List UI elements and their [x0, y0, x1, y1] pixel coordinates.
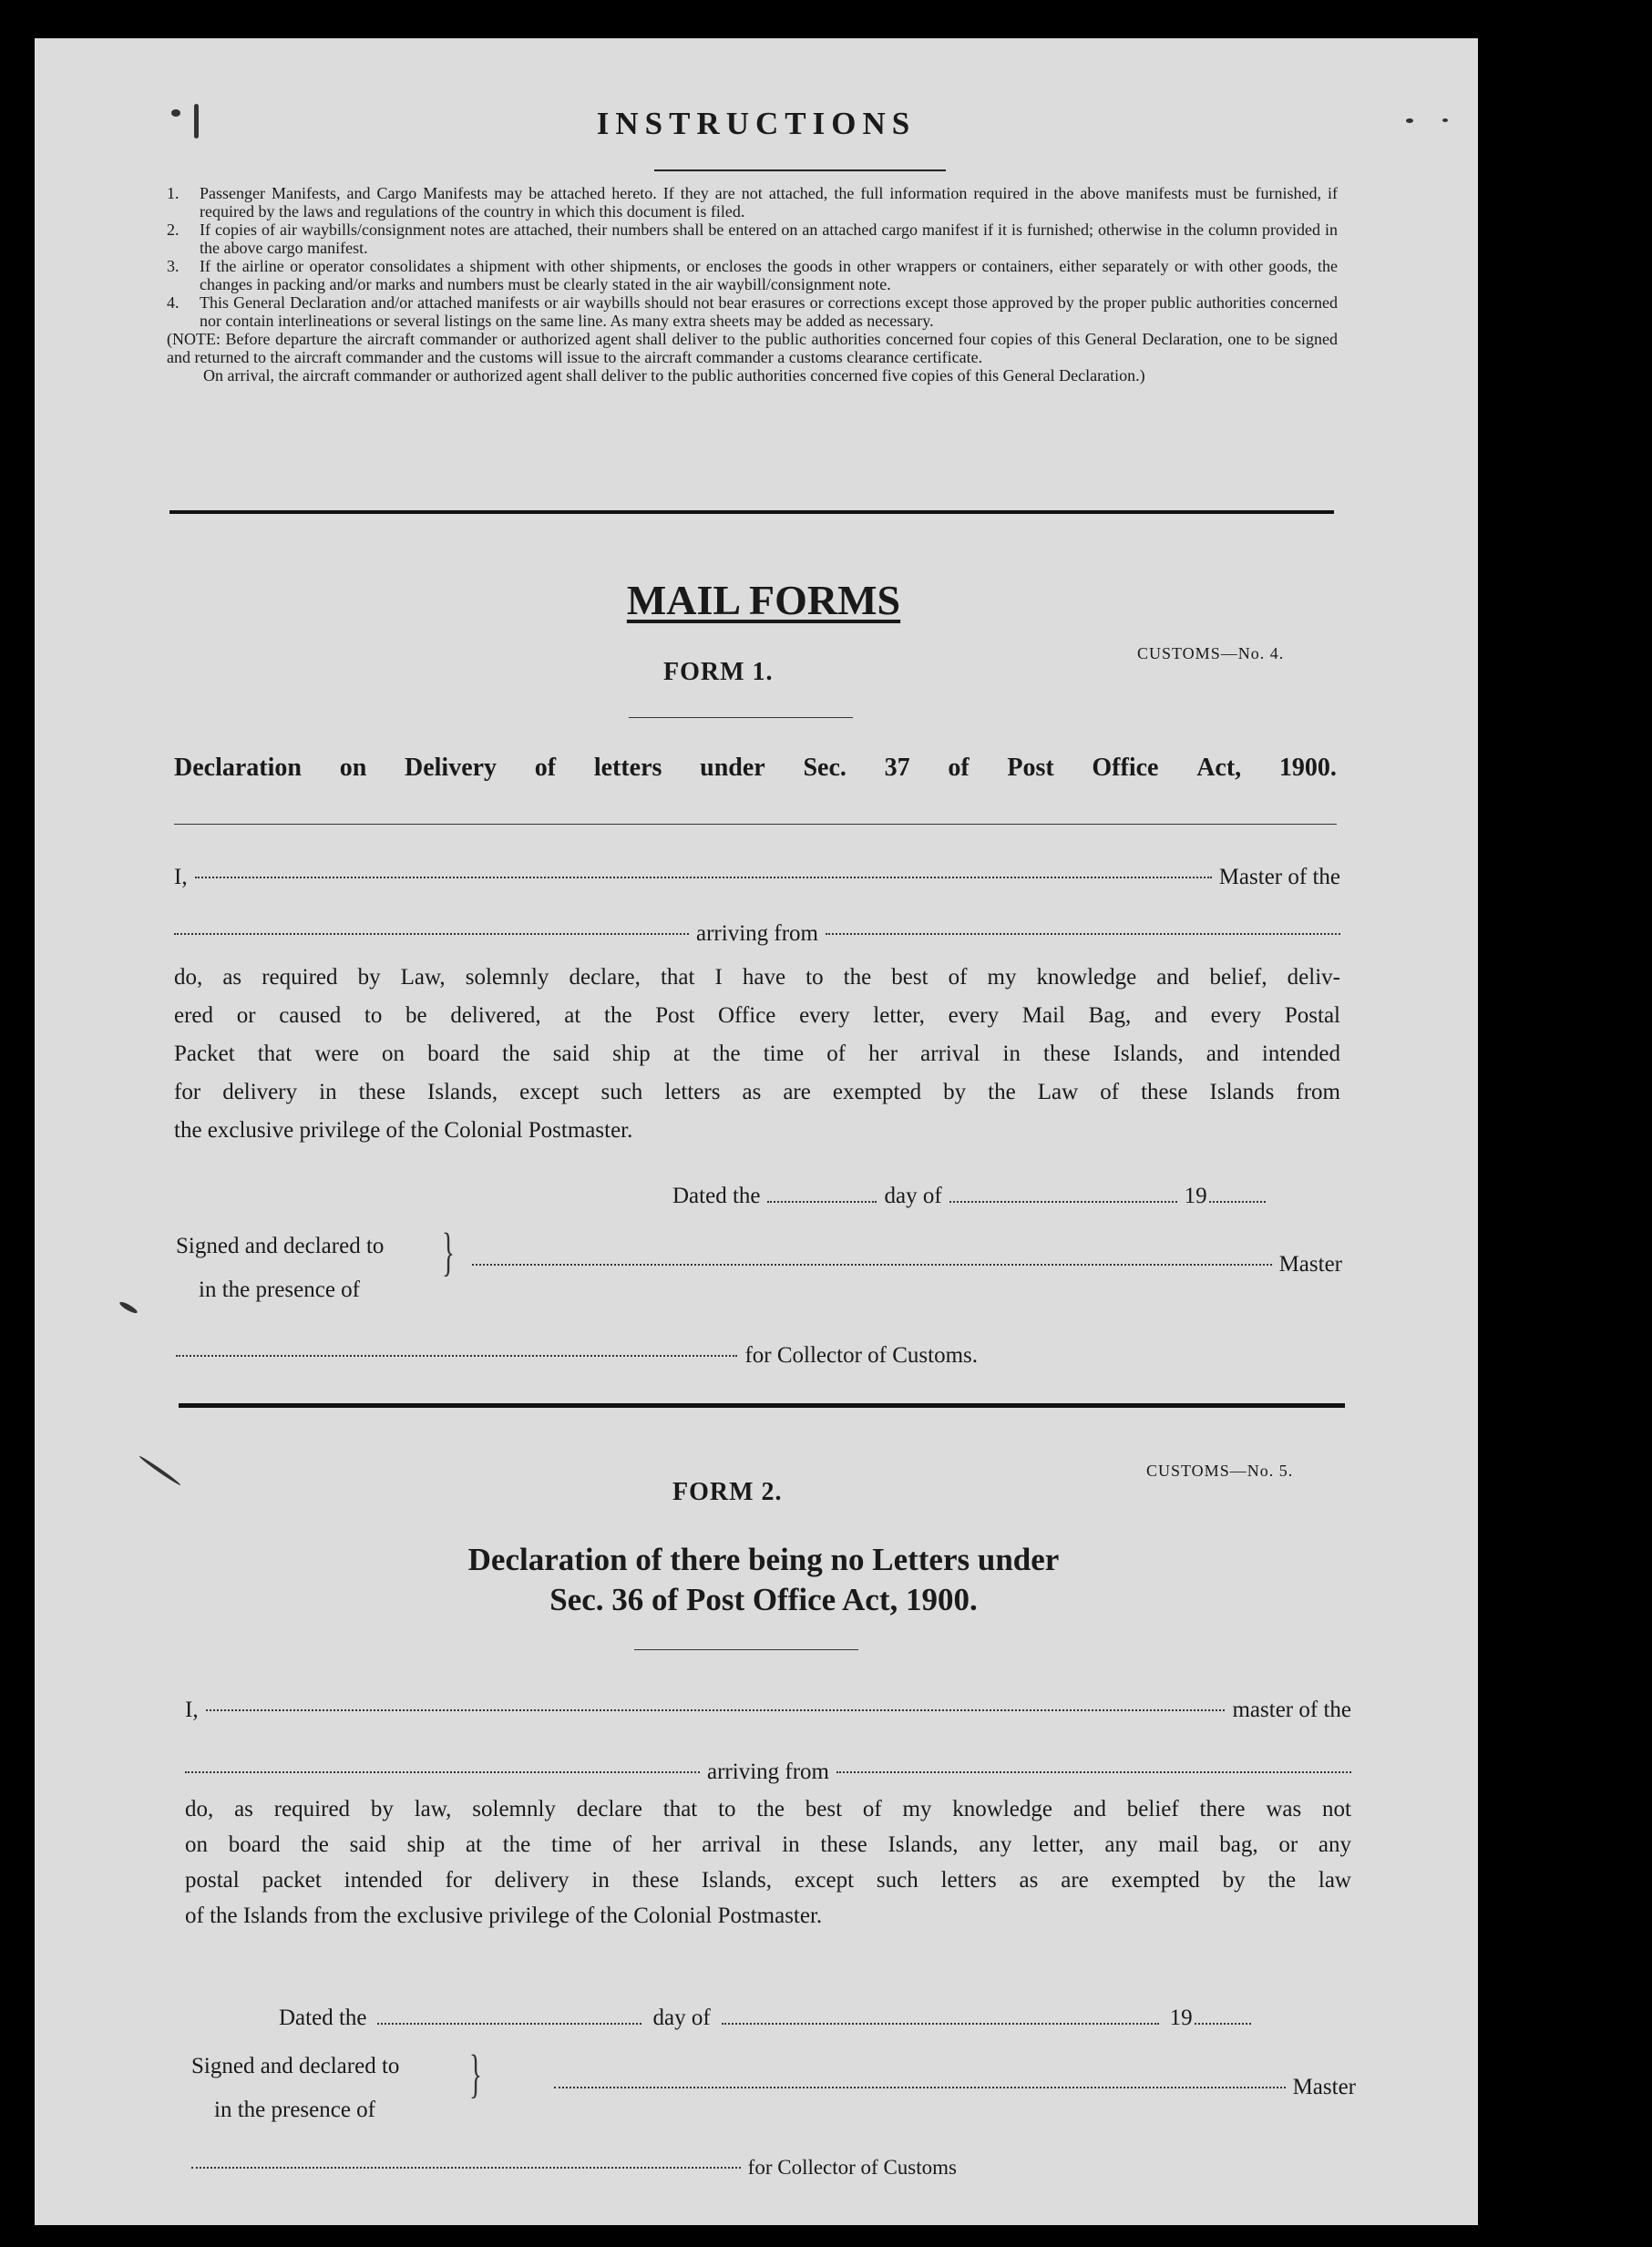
- instruction-note: (NOTE: Before departure the aircraft commander or authorized agent shall deliver to the public authorities concerned four copies of this General Declaration, one to be signed and returned to the aircraft commander and the customs will issue to the aircraft commander a customs clearance certificate.: [167, 330, 1338, 366]
- form2-declaration-heading: Declaration of there being no Letters under Sec. 36 of Post Office Act, 1900.: [467, 1542, 1060, 1617]
- instruction-item: 1. Passenger Manifests, and Cargo Manifests may be attached hereto. If they are not attached, the full information required in the above manifests must be furnished, if required by the laws and regulations of the country in which this document is filed.: [167, 184, 1338, 221]
- form2-declaration-body: do, as required by law, solemnly declare that to the best of my knowledge and belief there was not on board the said ship at the time of her arrival in these Islands, any letter, any mail bag, or any postal packet intended for delivery in these Islands, except such letters as are exempted by the law of the Islands from the exclusive privilege of the Colonial Postmaster.: [185, 1797, 1351, 1928]
- scan-mark: [1442, 118, 1448, 122]
- form2-collector-line: for Collector of Customs: [191, 2149, 957, 2187]
- form1-heading-rule: [174, 824, 1337, 825]
- form1-customs-number: CUSTOMS—No. 4.: [1137, 644, 1285, 662]
- form2-date-line: Dated the day of 19: [279, 1999, 1354, 2037]
- scan-mark: [171, 109, 180, 117]
- form1-name-line: I, Master of the: [174, 865, 1340, 889]
- form1-title: FORM 1.: [663, 658, 774, 686]
- scan-mark: [1406, 118, 1413, 123]
- form1-year-field[interactable]: [1209, 1201, 1266, 1203]
- instruction-item: 2. If copies of air waybills/consignment notes are attached, their numbers shall be entered on an attached cargo manifest if it is furnished; otherwise in the column provided in the above cargo manifest.: [167, 221, 1338, 257]
- document-page: [35, 38, 1478, 2225]
- form2-customs-number: CUSTOMS—No. 5.: [1146, 1462, 1294, 1480]
- form1-collector-signature-field[interactable]: [176, 1355, 737, 1357]
- form1-master-line: Master: [472, 1246, 1342, 1284]
- form-divider: [179, 1403, 1345, 1408]
- form2-master-line: Master: [554, 2068, 1356, 2107]
- instruction-item: 3. If the airline or operator consolidates a shipment with other shipments, or encloses the goods in other wrappers or containers, either separately or with other goods, the changes in packing and/or marks and numbers must be clearly stated in the air waybill/consignment note.: [167, 257, 1338, 293]
- instruction-item: 4. This General Declaration and/or attached manifests or air waybills should not bear erasures or corrections except those approved by the proper public authorities concerned nor contain interlineations or several listings on the same line. As many extra sheets may be added as necessary.: [167, 293, 1338, 330]
- form2-day-field[interactable]: [377, 2023, 641, 2025]
- form2-title-rule: [634, 1649, 858, 1650]
- instructions-underline: [654, 169, 946, 171]
- form1-brace: }: [441, 1222, 455, 1281]
- form1-collector-line: for Collector of Customs.: [176, 1337, 978, 1375]
- form2-ship-line: arriving from: [185, 1753, 1351, 1791]
- form2-brace: }: [468, 2044, 482, 2103]
- instructions-list: [167, 184, 1338, 385]
- form1-declaration-heading: Declaration on Delivery of letters under Sec. 37 of Post Office Act, 1900.: [174, 754, 1337, 782]
- form2-signed-label: Signed and declared to in the presence of: [191, 2054, 400, 2122]
- form1-origin-field[interactable]: [826, 933, 1340, 935]
- form2-ship-field[interactable]: [185, 1771, 700, 1773]
- form2-title: FORM 2.: [672, 1478, 783, 1506]
- form1-ship-field[interactable]: [174, 933, 689, 935]
- instructions-title: INSTRUCTIONS: [596, 106, 917, 141]
- form1-ship-line: arriving from: [174, 915, 1340, 953]
- form2-name-field[interactable]: [206, 1709, 1226, 1711]
- scan-mark: [118, 1300, 139, 1315]
- form2-month-field[interactable]: [722, 2023, 1159, 2025]
- form1-date-line: Dated the day of 19: [672, 1177, 1342, 1216]
- form1-day-field[interactable]: [767, 1201, 877, 1203]
- form1-month-field[interactable]: [949, 1201, 1177, 1203]
- form2-collector-signature-field[interactable]: [191, 2167, 741, 2169]
- section-divider: [169, 510, 1334, 514]
- form1-signed-label: Signed and declared to in the presence of: [176, 1234, 385, 1302]
- form1-master-signature-field[interactable]: [472, 1264, 1272, 1266]
- form2-name-line: I, master of the: [185, 1698, 1351, 1722]
- form1-declaration-body: do, as required by Law, solemnly declare, that I have to the best of my knowledge and belief, deliv- ered or caused to be delivered, at the Post Office every letter, every Mail Bag, and every Postal Packet that were on board the said ship at the time of her arrival in these Islands, and intended for delivery in these Islands, except such letters as are exempted by the Law of these Islands from the exclusive privilege of the Colonial Postmaster.: [174, 965, 1340, 1143]
- form2-year-field[interactable]: [1195, 2023, 1251, 2025]
- form1-title-rule: [629, 717, 853, 718]
- scan-mark: [194, 104, 199, 139]
- form1-name-field[interactable]: [195, 877, 1212, 878]
- scan-mark: [139, 1455, 181, 1487]
- mail-forms-title: MAIL FORMS: [626, 577, 901, 623]
- form2-origin-field[interactable]: [836, 1771, 1351, 1773]
- instruction-note-arrival: On arrival, the aircraft commander or authorized agent shall deliver to the public authorities concerned five copies of this General Declaration.): [203, 366, 1145, 385]
- form2-master-signature-field[interactable]: [554, 2087, 1286, 2088]
